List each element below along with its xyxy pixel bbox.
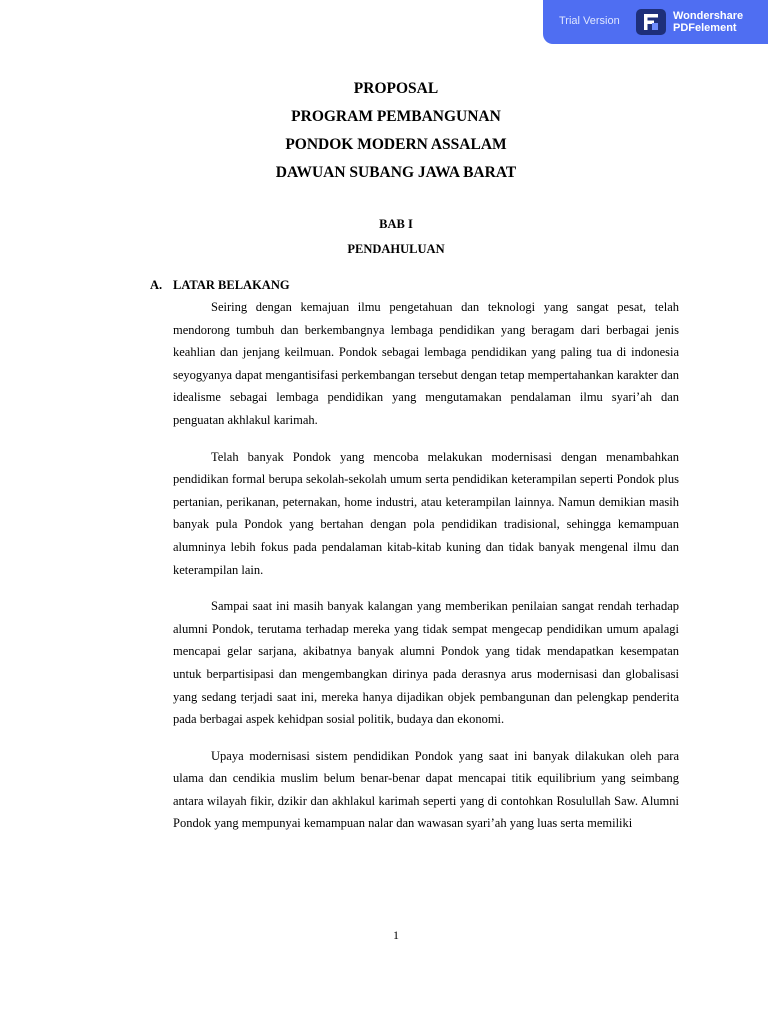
- trial-version-label: Trial Version: [559, 15, 620, 27]
- chapter-heading: [0, 212, 768, 262]
- title-line-4: DAWUAN SUBANG JAWA BARAT: [275, 164, 517, 181]
- title-line-2: PROGRAM PEMBANGUNAN: [291, 108, 501, 125]
- section-title: LATAR BELAKANG: [173, 278, 290, 292]
- document-title: [0, 75, 768, 187]
- brand-line-pdfelement: PDFelement: [673, 22, 737, 34]
- section-heading: [150, 275, 290, 295]
- brand-line-wondershare: Wondershare: [673, 10, 744, 22]
- page-number: 1: [393, 928, 399, 942]
- title-line-3: PONDOK MODERN ASSALAM: [285, 136, 507, 153]
- paragraph: Telah banyak Pondok yang mencoba melakukan modernisasi dengan menambahkan pendidikan formal berupa sekolah-sekolah umum serta pendidikan keterampilan seperti Pondok plus pertanian, perikanan, peternakan, home industri, atau keterampilan lainnya. Namun demikian masih banyak pula Pondok yang bertahan dengan pola pendidikan tradisional, sehingga kemampuan alumninya lebih fokus pada pendalaman kitab-kitab kuning dan tidak banyak mengenal ilmu dan keterampilan lain.: [173, 449, 679, 577]
- chapter-number: BAB I: [379, 217, 413, 231]
- brand-name: [673, 10, 743, 34]
- chapter-title: PENDAHULUAN: [347, 242, 445, 256]
- pdfelement-logo-icon: [636, 9, 666, 35]
- paragraph: Seiring dengan kemajuan ilmu pengetahuan dan teknologi yang sangat pesat, telah mendorong tumbuh dan berkembangnya lembaga pendidikan yang beragam dari berbagai jenis keahlian dan jenjang keilmuan. Pondok sebagai lembaga pendidikan yang paling tua di indonesia seyogyanya dapat mengantisifasi perkembangan tersebut dengan tetap mempertahankan karakter dan idealisme sebagai lembaga pendidikan yang mengutamakan pendalaman ilmu syari’ah dan penguatan akhlakul karimah.: [173, 300, 679, 427]
- document-body: [173, 296, 679, 849]
- section-letter: A.: [150, 278, 163, 292]
- paragraph: Sampai saat ini masih banyak kalangan yang memberikan penilaian sangat rendah terhadap alumni Pondok, terutama terhadap mereka yang tidak sempat mengecap pendidikan umum apalagi mencapai gelar sarjana, akibatnya banyak alumni Pondok yang tidak mendapatkan kesempatan untuk berpartisipasi dan mengembangkan dirinya pada derasnya arus modernisasi dan globalisasi yang sedang terjadi saat ini, mereka hanya dijadikan objek pembangunan dan pelengkap penderita pada berbagai aspek kehidpan sosial politik, budaya dan ekonomi.: [173, 599, 679, 727]
- title-line-1: PROPOSAL: [353, 80, 439, 97]
- paragraph: Upaya modernisasi sistem pendidikan Pondok yang saat ini banyak dilakukan oleh para ulama dan cendikia muslim belum benar-benar dapat mencapai titik equilibrium yang seimbang antara wilayah fikir, dzikir dan akhlakul karimah seperti yang di contohkan Rosulullah Saw. Alumni Pondok yang mempunyai kemampuan nalar dan wawasan syari’ah yang luas serta memiliki: [173, 748, 679, 831]
- trial-version-banner[interactable]: [543, 0, 768, 44]
